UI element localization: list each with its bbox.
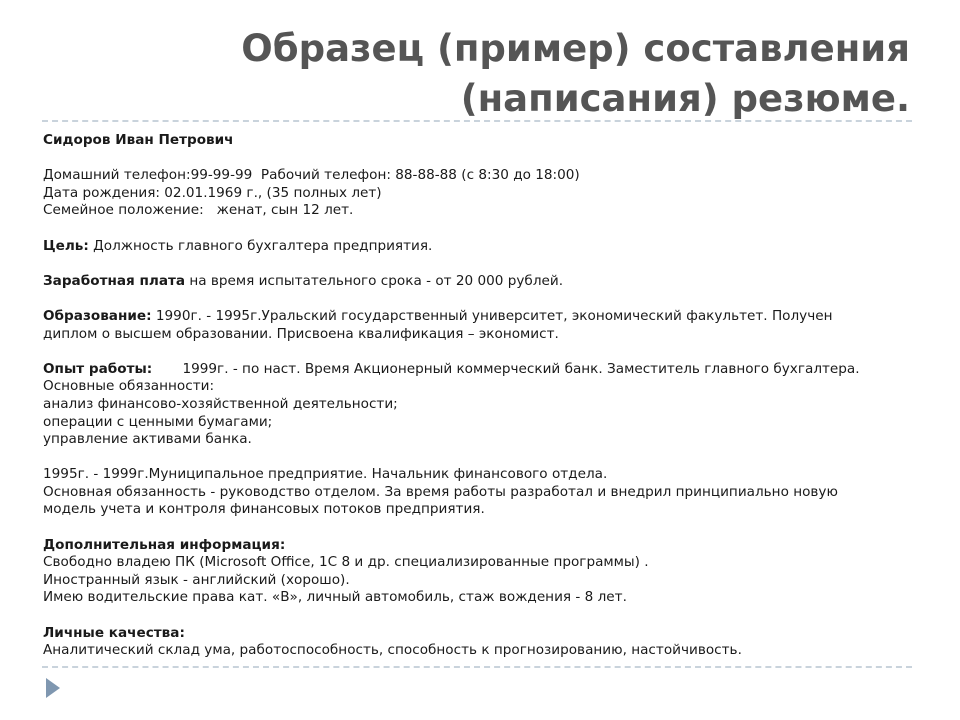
goal-text: Должность главного бухгалтера предприятия. — [88, 237, 433, 254]
phones-line: Домашний телефон:99-99-99 Рабочий телефон: 88-88-88 (с 8:30 до 18:00) — [43, 167, 580, 184]
resume-name: Сидоров Иван Петрович — [43, 132, 234, 148]
goal-line — [43, 238, 923, 256]
duty-item-3: управление активами банка. — [43, 431, 252, 448]
bottom-divider — [42, 666, 912, 668]
spacer — [43, 607, 923, 625]
spacer — [43, 343, 923, 361]
family-line: Семейное положение: женат, сын 12 лет. — [43, 202, 354, 219]
additional-line-3: Имею водительские права кат. «В», личный автомобиль, стаж вождения - 8 лет. — [43, 589, 627, 606]
additional-line-2: Иностранный язык - английский (хорошо). — [43, 571, 350, 588]
salary-label: Заработная плата — [43, 272, 186, 289]
goal-label: Цель: — [43, 237, 89, 254]
duty-item-2: операции с ценными бумагами; — [43, 413, 273, 430]
job2-line-2: Основная обязанность - руководство отделом. За время работы разработал и внедрил принципиально новую — [43, 483, 838, 500]
salary-text: на время испытательного срока - от 20 000 рублей. — [185, 272, 564, 289]
qualities-text: Аналитический склад ума, работоспособность, способность к прогнозированию, настойчивость. — [43, 642, 742, 659]
title-line-1: Образец (пример) составления — [241, 27, 910, 70]
spacer — [43, 449, 923, 467]
experience-text: 1999г. - по наст. Время Акционерный коммерческий банк. Заместитель главного бухгалтера. — [152, 360, 860, 377]
education-text-1: 1990г. - 1995г.Уральский государственный университет, экономический факультет. Получен — [151, 307, 833, 324]
qualities-label: Личные качества: — [43, 624, 185, 641]
play-triangle-icon — [46, 678, 60, 698]
title-line-2: (написания) резюме. — [460, 77, 910, 120]
spacer — [43, 255, 923, 273]
spacer — [43, 290, 923, 308]
job2-line-1: 1995г. - 1999г.Муниципальное предприятие. Начальник финансового отдела. — [43, 466, 608, 483]
duties-header: Основные обязанности: — [43, 378, 215, 395]
spacer — [43, 150, 923, 168]
page-title — [40, 24, 910, 124]
education-label: Образование: — [43, 307, 152, 324]
salary-line — [43, 273, 923, 291]
resume-body — [43, 132, 923, 660]
experience-line — [43, 361, 923, 379]
experience-label: Опыт работы: — [43, 360, 153, 377]
education-line-2: диплом о высшем образовании. Присвоена квалификация – экономист. — [43, 325, 559, 342]
education-line-1 — [43, 308, 923, 326]
birth-line: Дата рождения: 02.01.1969 г., (35 полных лет) — [43, 184, 382, 201]
additional-label: Дополнительная информация: — [43, 536, 286, 553]
spacer — [43, 220, 923, 238]
top-divider — [42, 120, 912, 122]
spacer — [43, 519, 923, 537]
job2-line-3: модель учета и контроля финансовых потоков предприятия. — [43, 501, 485, 518]
duty-item-1: анализ финансово-хозяйственной деятельности; — [43, 395, 398, 412]
additional-line-1: Свободно владею ПК (Microsoft Office, 1С 8 и др. специализированные программы) . — [43, 554, 649, 571]
